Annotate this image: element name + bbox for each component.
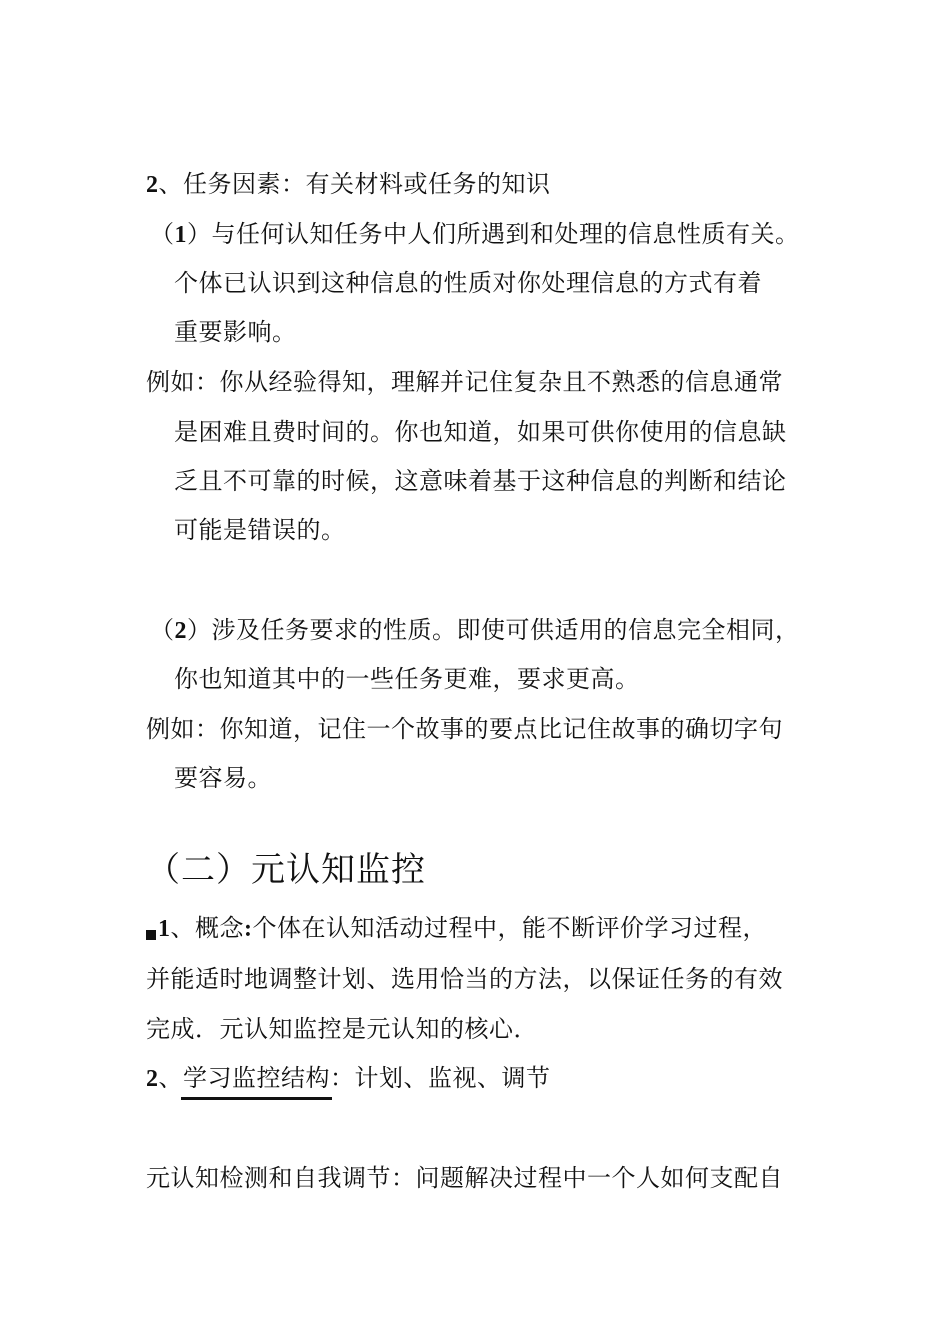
structure-separator: 、 [158, 1064, 183, 1092]
structure-term: 学习监控结构 [183, 1064, 330, 1092]
concept-number: 1 [158, 916, 171, 942]
item2-open-paren: （ [150, 616, 175, 644]
example2-line-2: 要容易。 [174, 764, 272, 792]
example1-line-3: 乏且不可靠的时候，这意味着基于这种信息的判断和结论 [174, 467, 787, 495]
task-factor-number: 2 [146, 172, 159, 198]
item2-number: 2 [174, 618, 187, 644]
concept-colon: : [244, 916, 253, 942]
item2-text-1: ）涉及任务要求的性质。即使可供适用的信息完全相同， [187, 616, 800, 644]
concept-line-3: 完成．元认知监控是元认知的核心． [146, 1015, 538, 1043]
item1-open-paren: （ [150, 220, 175, 248]
item2-line-1 [150, 614, 800, 647]
example2-line-1: 例如：你知道，记住一个故事的要点比记住故事的确切字句 [146, 715, 783, 743]
example1-line-2: 是困难且费时间的。你也知道，如果可供你使用的信息缺 [174, 418, 787, 446]
section-heading: （二）元认知监控 [146, 850, 426, 890]
item1-number: 1 [174, 222, 187, 248]
concept-text-1: 个体在认知活动过程中，能不断评价学习过程， [252, 914, 767, 942]
structure-number: 2 [146, 1066, 159, 1092]
item1-line-2: 个体已认识到这种信息的性质对你处理信息的方式有着 [174, 269, 762, 297]
task-factor-title-text: 、任务因素：有关材料或任务的知识 [158, 170, 551, 198]
example1-line-4: 可能是错误的。 [174, 516, 346, 544]
square-bullet-icon [146, 930, 156, 940]
structure-line [146, 1062, 551, 1095]
final-line: 元认知检测和自我调节：问题解决过程中一个人如何支配自 [146, 1164, 783, 1192]
item1-text-1: ）与任何认知任务中人们所遇到和处理的信息性质有关。 [187, 220, 800, 248]
concept-line-2: 并能适时地调整计划、选用恰当的方法，以保证任务的有效 [146, 965, 783, 993]
structure-rest: ：计划、监视、调节 [330, 1064, 551, 1092]
concept-line-1 [146, 912, 767, 945]
item1-line-1 [150, 218, 800, 251]
example1-line-1: 例如：你从经验得知，理解并记住复杂且不熟悉的信息通常 [146, 368, 783, 396]
item2-line-2: 你也知道其中的一些任务更难，要求更高。 [174, 665, 640, 693]
concept-label: 、概念 [170, 914, 244, 942]
task-factor-title [146, 168, 551, 201]
item1-line-3: 重要影响。 [174, 318, 297, 346]
